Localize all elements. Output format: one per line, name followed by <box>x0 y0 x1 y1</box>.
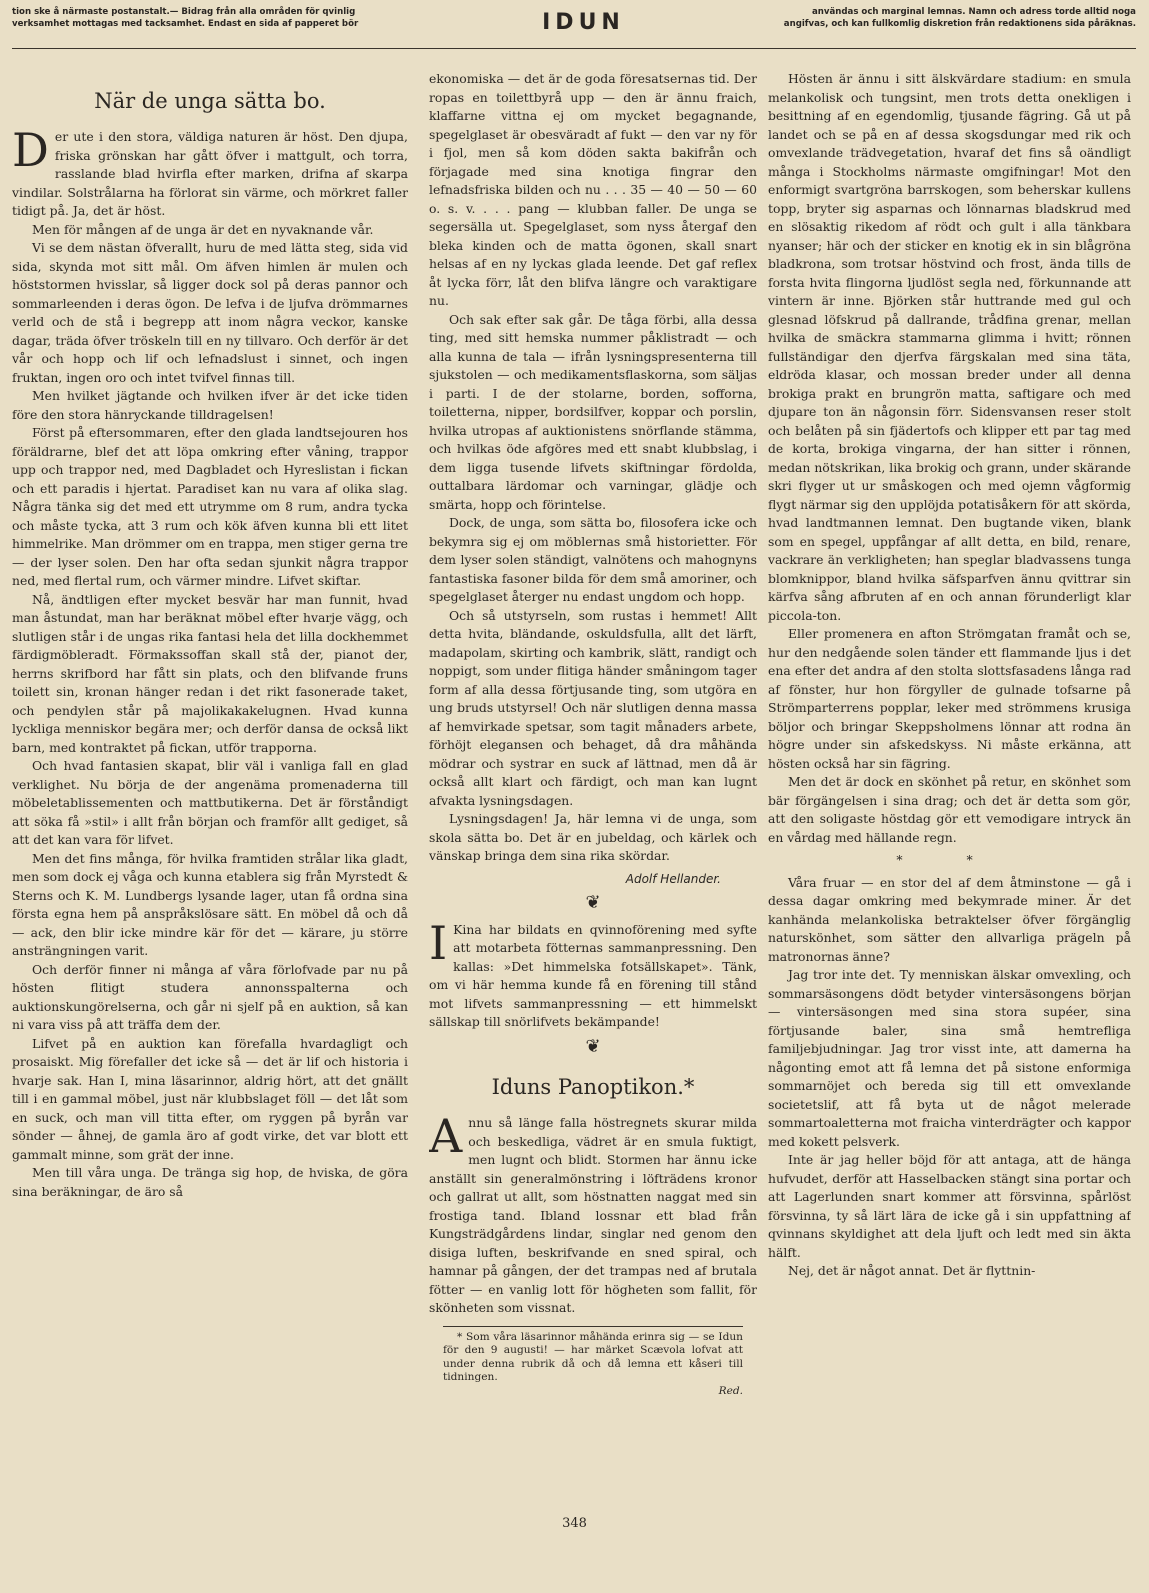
article-paragraph: Nej, det är något annat. Det är flyttnin- <box>788 1263 1036 1278</box>
article-signature: Adolf Hellander. <box>625 871 721 886</box>
footnote <box>443 1326 743 1399</box>
article-paragraph: Men till våra unga. De tränga sig hop, de hviska, de göra sina beräkningar, de äro så <box>12 1165 408 1199</box>
drop-cap: D <box>12 123 49 177</box>
column-1 <box>12 70 408 1500</box>
drop-cap: I <box>429 915 448 970</box>
article-paragraph: Och derför finner ni många af våra förlofvade par nu på hösten flitigt studera annonsspalterna och auktionskungörelserna, och går ni sjelf på en auktion, så kan ni vara viss på att träffa dem der. <box>12 961 408 1032</box>
page-number: 348 <box>562 1516 587 1531</box>
article-paragraph: Vi se dem nästan öfverallt, huru de med lätta steg, sida vid sida, skynda mot sitt mål. Om äfven himlen är mulen och höststormen hvisslar, så ligger dock sol på deras pannor och sommarleenden i deras ögon. De lefva i de ljufva drömmarnes verld och de stå i begrepp att inom några veckor, kanske dagar, träda öfver tröskeln till en ny tillvaro. Och derför är det vår och hopp och lif och lefnadslust i sinnet, och ingen fruktan, ingen oro och intet tvifvel finnas till. <box>12 240 408 385</box>
article-paragraph: Nå, ändtligen efter mycket besvär har man funnit, hvad man åstundat, man har beräknat möbel efter hvarje vägg, och slutligen står i de ungas rika fantasi hela det lilla dockhemmet färdigmöbleradt. Förmakssoffan skall stå der, pianot der, herrns skrifbord har fått sin plats, och den blifvande fruns toilett sin, kronan hänger redan i det rikt fasonerade taket, och pendylen står på majolikakakelugnen. Hvad kunna lyckliga menniskor begära mer; och derför dansa de också likt barn, med kontraktet på fickan, utför trapporna. <box>12 591 408 755</box>
column-2 <box>429 70 757 1500</box>
header-right-line2: angifvas, och kan fullkomlig diskretion från redaktionens sida påräknas. <box>783 19 1136 29</box>
column-3 <box>768 70 1131 1500</box>
footnote-signature: Red. <box>718 1384 743 1397</box>
section-stars: * * <box>896 852 1003 867</box>
header-right-line1: användas och marginal lemnas. Namn och adress torde alltid noga <box>811 7 1136 17</box>
article-paragraph: I Kina har bildats en qvinnoförening med syfte att motarbeta fötternas sammanpressning. Den kallas: »Det himmelska fotsällskapet». Tänk, om vi här hemma kunde få en förening till stånd mot lifvets sammanpressning — ett himmelskt sällskap till snörlifvets bekämpande! <box>429 915 757 1029</box>
article-paragraph: Inte är jag heller böjd för att antaga, att de hänga hufvudet, derför att Hasselbacken stängt sina portar och att Lagerlunden snart kommer att försvinna, spårlöst försvinna, ty så lärt lära de icke gå i sin uppfattning af qvinnans skyldighet att dela ljuft och ledt med sin äkta hälft. <box>768 1152 1131 1260</box>
article-paragraph: Annu så länge falla höstregnets skurar milda och beskedliga, vädret är en smula fuktigt, men lugnt och blidt. Stormen har ännu icke anställt sin generalmönstring i löfträdens kronor och gallrat ut allt, som höstnatten naggat med sin frostiga tand. Ibland lossnar ett blad från Kungsträdgårdens lindar, singlar ned genom den disiga luften, beskrifvande en sned spiral, och hamnar på gången, der det trampas ned af brutala fötter — en vanlig lott för högheten som fallit, för skönheten som vissnat. <box>429 1109 757 1315</box>
masthead: IDUN <box>542 10 625 35</box>
article-paragraph: Hösten är ännu i sitt älskvärdare stadium: en smula melankolisk och tungsint, men trots detta onekligen i besittning af en egendomlig, tjusande fägring. Gå ut på landet och se på en af dessa skogsdungar med rik och omvexlande trädvegetation, hvaraf det fins så oändligt många i Stockholms närmaste omgifningar! Mot den enformigt svartgröna barrskogen, som beherskar kullens topp, bryter sig asparnas och lönnarnas bladskrud med en slösaktig rikedom af rödt och gult i alla tänkbara nyanser; här och der sticker en knotig ek in sin blågröna bladkrona, som trotsar höstvind och frost, ända tills de forsta hvita flingorna ljudlöst segla ned, förkunnande att vintern är inne. Björken står huttrande med gul och glesnad löfskrud på dallrande, trådfina grenar, mellan hvilka de smäckra stammarna glimma i hvitt; rönnen fullständigar den djerfva färgskalan med sina täta, eldröda klasar, och mossan breder under all denna brokiga prakt en brungrön matta, saftigare och med djupare ton än någonsin förr. Sidensvansen reser stolt och belåten på sin fjädertofs och klipper ett par tag med de korta, brokiga vingarna, der han sitter i rönnen, medan nötskrikan, lika brokig och grann, under skärande skri flyger ut ur småskogen och med ojemn vågformig flygt närmar sig den upplöjda potatisåkern för att skörda, hvad landtmannen lemnat. Den bugtande viken, blank som en spegel, uppfångar af allt detta, en bild, renare, vackrare än verkligheten; han speglar bladvassens tunga blomknippor, bland hvilka säfsparfven ännu qvittrar sin kärfva sång afbruten af en och annan förunderligt klar piccola-ton. <box>768 71 1131 623</box>
ornament-icon: ❦ <box>585 1035 601 1057</box>
article-paragraph: Och så utstyrseln, som rustas i hemmet! Allt detta hvita, bländande, oskuldsfulla, allt det lärft, madapolam, skirting och kambrik, slätt, randigt och noppigt, som under flitiga händer småningom tager form af alla dessa förtjusande ting, som utgöra en ung bruds utstyrsel! Och när slutligen denna massa af hemvirkade spetsar, som tagit månaders arbete, förhöjt elegansen och behaget, då dra måhända mödrar och systrar en suck af lättnad, men då är också allt klart och färdigt, och man kan lugnt afvakta lysningsdagen. <box>429 607 757 808</box>
article-paragraph: Men det fins många, för hvilka framtiden strålar lika gladt, men som dock ej våga och kunna etablera sig från Myrstedt & Sterns och K. M. Lundbergs lysande lager, utan få ordna sina första egna hem på anspråkslösare sätt. En möbel då och då — ack, den blir icke mindre kär för det — kärare, ju större ansträngningen varit. <box>12 850 408 958</box>
article-paragraph: Lysningsdagen! Ja, här lemna vi de unga, som skola sätta bo. Det är en jubeldag, och kärlek och vänskap bringa dem sina rika skördar. <box>429 811 757 863</box>
header-left-line1: tion ske å närmaste postanstalt.— Bidrag från alla områden för qvinlig <box>12 7 356 17</box>
article-paragraph: Men för mången af de unga är det en nyvaknande vår. <box>32 221 374 237</box>
header-left <box>12 6 510 30</box>
header-left-line2: verksamhet mottagas med tacksamhet. Endast en sida af papperet bör <box>12 19 359 29</box>
header-right <box>636 6 1136 30</box>
ornament-icon: ❦ <box>585 892 601 913</box>
article-paragraph: Och sak efter sak går. De tåga förbi, alla dessa ting, med sitt hemska nummer påklistradt — och alla kunna de tala — ifrån lysningspresenterna till sjukstolen — och medikamentsflaskorna, som säljas i parti. I de der stolarne, borden, sofforna, toiletterna, nipper, bordsilfver, koppar och porslin, hvilka utropas af auktionistens snörflande stämma, och hvilkas öde afgöres med ett snabt klubbslag, i dem ligga tusende lifvets skiftningar fördolda, outtalbara lärdomar och varningar, glädje och smärta, hopp och förintelse. <box>429 311 757 512</box>
article-paragraph: Jag tror inte det. Ty menniskan älskar omvexling, och sommarsäsongens dödt betyder vintersäsongens början — vintersäsongen med sina stora supéer, sina förtjusande baler, sina små hemtrefliga familjebjudningar. Jag tror visst inte, att damerna ha någonting emot att få lemna det på sistone enformiga sommarnöjet och bereda sig till ett omvexlande societetslif, att få byta ut de något melerade sommartoaletterna mot fraicha vinterdrägter och kappor med kokett pelsverk. <box>768 967 1131 1149</box>
article-paragraph: Våra fruar — en stor del af dem åtminstone — gå i dessa dagar omkring med bekymrade miner. Är det kanhända melankoliska betraktelser öfver förgänglig naturskönhet, som sätter den allvarliga prägeln på matronornas änne? <box>768 874 1131 964</box>
article-paragraph: Och hvad fantasien skapat, blir väl i vanliga fall en glad verklighet. Nu börja de der angenäma promenaderna till möbeletablissementen och mattbutikerna. Det är förståndigt att söka få »stil» i allt från början och framför allt gediget, så att det kan vara för lifvet. <box>12 758 408 847</box>
article-paragraph: Eller promenera en afton Strömgatan framåt och se, hur den nedgående solen tänder ett flammande ljus i det ena efter det andra af den stolta slottsfasadens långa rad af fönster, hur hon förgyller de gulnade tofsarne på Strömparterrens popplar, leker med strömmens krusiga böljor och bringar Skeppsholmens lönnar att rodna än högre under sin afskedskyss. Ni måste erkänna, att hösten också har sin fägring. <box>768 626 1131 771</box>
drop-cap: A <box>429 1109 463 1163</box>
footnote-text: * Som våra läsarinnor måhända erinra sig — se Idun för den 9 augusti! — har märket Scævola lofvat att under denna rubrik då och då lemna ett kåseri till tidningen. <box>443 1330 743 1383</box>
article-paragraph: Men hvilket jägtande och hvilken ifver är det icke tiden före den stora hänryckande tilldragelsen! <box>12 388 408 422</box>
article-paragraph: Dock, de unga, som sätta bo, filosofera icke och bekymra sig ej om möblernas små historietter. För dem lyser solen ständigt, valnötens och mahognyns fantastiska fasoner bilda för dem små amoriner, och spegelglaset återger nu endast ungdom och hopp. <box>429 515 757 604</box>
article-paragraph: Först på eftersommaren, efter den glada landtsejouren hos föräldrarne, blef det att löpa omkring efter våning, trappor upp och trappor ned, med Dagbladet och Hyreslistan i fickan och ett paradis i hjertat. Paradiset kan nu vara af olika slag. Några tänka sig det med ett utrymme om 8 rum, andra tycka och måste tycka, att 3 rum och kök äfven kunna bli ett litet himmelrike. Man drömmer om en trappa, men stiger gerna tre — der lyser solen. Den har ofta sedan sjunkit några trappor ned, med flertal rum, och värmer mindre. Lifvet skiftar. <box>12 425 408 588</box>
article-paragraph: Lifvet på en auktion kan förefalla hvardagligt och prosaiskt. Mig förefaller det icke så — det är lif och historia i hvarje sak. Han I, mina läsarinnor, aldrig hört, att det gnällt till i en gammal möbel, just när klubbslaget föll — det låt som en suck, och man vill titta efter, om ryggen på byrån var sönder — åhnej, de gamla äro af godt virke, det var blott ett gammalt minne, som grät der inne. <box>12 1035 408 1162</box>
article-title: När de unga sätta bo. <box>94 89 326 113</box>
article-paragraph: Men det är dock en skönhet på retur, en skönhet som bär förgängelsen i sina drag; och det är detta som gör, att den soligaste höstdag gör ett vemodigare intryck än en vårdag med hällande regn. <box>768 774 1131 845</box>
header-rule <box>12 48 1136 49</box>
article-paragraph: Der ute i den stora, väldiga naturen är höst. Den djupa, friska grönskan har gått öfver i mattgult, och torra, rasslande blad hvirfla efter marken, drifna af skarpa vindilar. Solstrålarna ha förlorat sin värme, och mörkret faller tidigt på. Ja, det är höst. <box>12 123 408 218</box>
article-title: Iduns Panoptikon.* <box>491 1075 695 1099</box>
article-paragraph: ekonomiska — det är de goda föresatsernas tid. Der ropas en toilettbyrå upp — den är ännu fraich, klaffarne vittna ej om mycket begagnande, spegelglaset är obesväradt af fukt — den var ny för i fjol, men så kom döden sakta bakifrån och förjagade med sina knotiga fingrar den lefnadsfriska bilden och nu . . . 35 — 40 — 50 — 60 o. s. v. . . . pang — klubban faller. De unga se segersälla ut. Spegelglaset, som nyss återgaf den bleka kinden och de matta ögonen, skall snart helsas af en ny lyckas glada leende. Det gaf reflex åt lycka förr, låt den blifva längre och varaktigare nu. <box>429 71 757 308</box>
